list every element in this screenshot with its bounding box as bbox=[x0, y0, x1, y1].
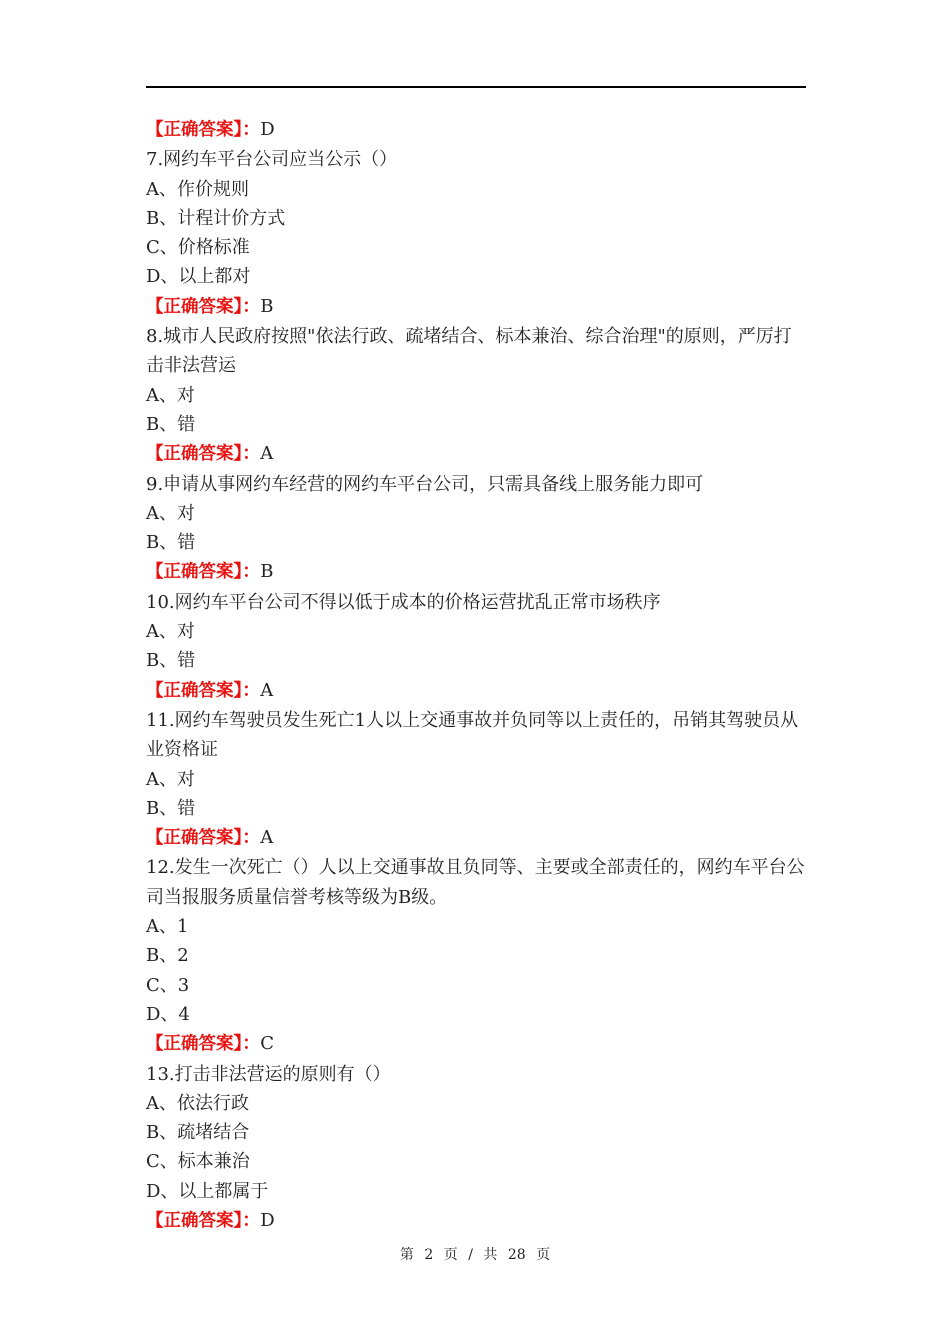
answer-option: B、错 bbox=[146, 532, 196, 554]
answer-option: D、4 bbox=[146, 1003, 190, 1025]
answer-value: B bbox=[260, 561, 274, 583]
answer-colon: ： bbox=[242, 827, 261, 849]
question-text: 7.网约车平台公司应当公示（） bbox=[146, 149, 398, 171]
answer-label: 【正确答案】 bbox=[146, 1210, 243, 1231]
correct-answer-line bbox=[146, 557, 806, 587]
answer-option: C、价格标准 bbox=[146, 237, 250, 259]
answer-label: 【正确答案】 bbox=[146, 828, 243, 849]
answer-option: D、以上都属于 bbox=[146, 1180, 269, 1202]
answer-label: 【正确答案】 bbox=[146, 1034, 243, 1055]
answer-option: B、计程计价方式 bbox=[146, 207, 286, 229]
answer-colon: ： bbox=[242, 1209, 261, 1231]
answer-label: 【正确答案】 bbox=[146, 444, 243, 465]
answer-colon: ： bbox=[242, 561, 261, 583]
answer-option: B、2 bbox=[146, 945, 189, 967]
footer-separator: / bbox=[468, 1247, 473, 1263]
answer-value: A bbox=[260, 679, 274, 701]
question-text: 11.网约车驾驶员发生死亡1人以上交通事故并负同等以上责任的，吊销其驾驶员从业资格证 bbox=[146, 709, 799, 761]
answer-option: B、错 bbox=[146, 797, 196, 819]
question-text: 9.申请从事网约车经营的网约车平台公司，只需具备线上服务能力即可 bbox=[146, 473, 704, 495]
answer-value: D bbox=[260, 1209, 275, 1231]
footer-total-prefix: 共 bbox=[483, 1247, 498, 1263]
answer-colon: ： bbox=[242, 679, 261, 701]
page-footer bbox=[0, 1244, 950, 1264]
answer-label: 【正确答案】 bbox=[146, 296, 243, 317]
correct-answer-line bbox=[146, 439, 806, 469]
answer-colon: ： bbox=[242, 295, 261, 317]
answer-option: A、对 bbox=[146, 502, 195, 524]
answer-colon: ： bbox=[242, 1033, 261, 1055]
answer-option: B、错 bbox=[146, 650, 196, 672]
answer-colon: ： bbox=[242, 119, 261, 140]
answer-value: D bbox=[260, 119, 275, 140]
correct-answer-line bbox=[146, 115, 806, 145]
answer-option: B、错 bbox=[146, 413, 196, 435]
answer-value: A bbox=[260, 443, 274, 465]
footer-page-number: 2 bbox=[424, 1247, 434, 1263]
footer-page-prefix: 第 bbox=[399, 1247, 414, 1263]
answer-option: B、疏堵结合 bbox=[146, 1122, 250, 1144]
question-text: 13.打击非法营运的原则有（） bbox=[146, 1063, 391, 1085]
answer-label: 【正确答案】 bbox=[146, 680, 243, 701]
correct-answer-line bbox=[146, 292, 806, 322]
question-text: 12.发生一次死亡（）人以上交通事故且负同等、主要或全部责任的，网约车平台公司当报服务质量信誉考核等级为B级。 bbox=[146, 857, 805, 908]
answer-option: C、3 bbox=[146, 974, 190, 996]
footer-page-unit: 页 bbox=[443, 1247, 458, 1263]
footer-total-pages: 28 bbox=[507, 1247, 526, 1263]
answer-option: C、标本兼治 bbox=[146, 1151, 250, 1173]
question-text: 10.网约车平台公司不得以低于成本的价格运营扰乱正常市场秩序 bbox=[146, 591, 661, 613]
answer-option: A、对 bbox=[146, 768, 195, 790]
answer-option: A、1 bbox=[146, 916, 189, 938]
correct-answer-line bbox=[146, 676, 806, 706]
answer-option: A、对 bbox=[146, 621, 195, 643]
answer-option: D、以上都对 bbox=[146, 266, 251, 288]
footer-total-unit: 页 bbox=[536, 1247, 551, 1263]
answer-label: 【正确答案】 bbox=[146, 562, 243, 583]
document-body bbox=[146, 115, 806, 1236]
answer-option: A、作价规则 bbox=[146, 178, 249, 200]
header-rule bbox=[146, 86, 806, 88]
correct-answer-line bbox=[146, 1029, 806, 1059]
answer-value: B bbox=[260, 295, 274, 317]
answer-option: A、对 bbox=[146, 384, 195, 406]
correct-answer-line bbox=[146, 1206, 806, 1236]
correct-answer-line bbox=[146, 823, 806, 853]
answer-value: C bbox=[260, 1033, 275, 1055]
question-text: 8.城市人民政府按照"依法行政、疏堵结合、标本兼治、综合治理"的原则，严厉打击非法营运 bbox=[146, 326, 792, 377]
answer-value: A bbox=[260, 827, 274, 849]
answer-label: 【正确答案】 bbox=[146, 120, 243, 140]
answer-option: A、依法行政 bbox=[146, 1092, 249, 1114]
answer-colon: ： bbox=[242, 443, 261, 465]
